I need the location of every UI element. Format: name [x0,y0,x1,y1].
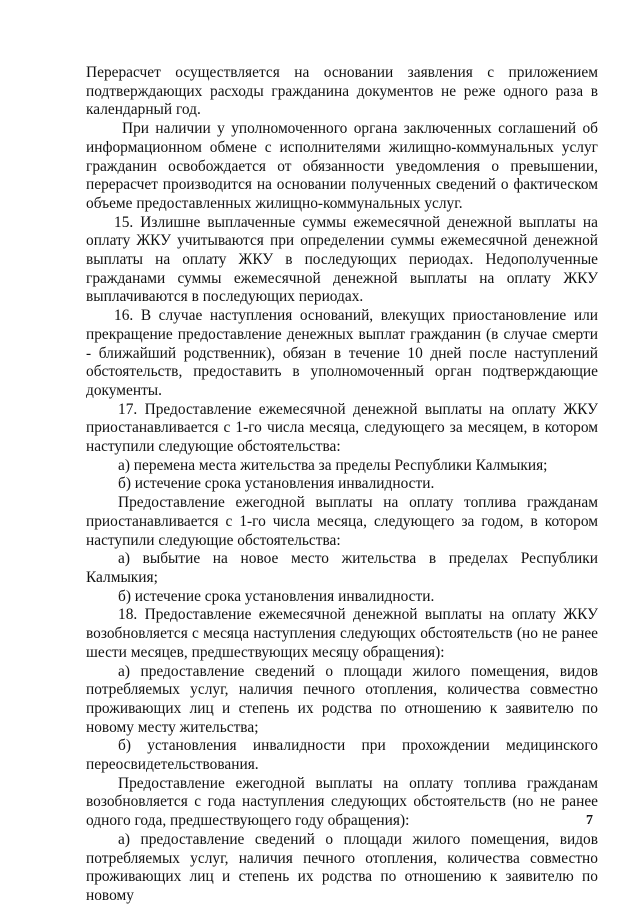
paragraph-recalculation-basis: Перерасчет осуществляется на основании заявления с приложением подтверждающих расходы гражданина документов не реже одного раза в календарный год. [86,64,598,119]
paragraph-fuel-resumption: Предоставление ежегодной выплаты на оплату топлива гражданам возобновляется с года наступления следующих обстоятельств (но не ранее одного года, предшествующего году обращения): [86,774,598,830]
paragraph-fuel-suspension: Предоставление ежегодной выплаты на оплату топлива гражданам приостанавливается с 1-го числа месяца, следующего за годом, в котором наступили следующие обстоятельства: [86,494,598,549]
list-item-18a: а) предоставление сведений о площади жилого помещения, видов потребляемых услуг, наличия печного отопления, количества совместно проживающих лиц и степень их родства по отношению к заявителю по новому месту жительства; [86,662,598,736]
paragraph-info-exchange: При наличии у уполномоченного органа заключенных соглашений об информационном обмене с исполнителями жилищно-коммунальных услуг гражданин освобождается от обязанности уведомления о превышении, перерасчет производится на основании полученных сведений о фактическом объеме предоставленных жилищно-коммунальных услуг. [86,120,598,212]
list-item-17b: б) истечение срока установления инвалидности. [118,475,435,493]
list-item-fuel-b: б) истечение срока установления инвалидности. [118,587,435,605]
list-item-17a: а) перемена места жительства за пределы Республики Калмыкия; [118,456,548,474]
paragraph-17-monthly-suspension: 17. Предоставление ежемесячной денежной выплаты на оплату ЖКУ приостанавливается с 1-го числа месяца, следующего за месяцем, в котором наступили следующие обстоятельства: [86,400,598,456]
paragraph-18-monthly-resumption: 18. Предоставление ежемесячной денежной выплаты на оплату ЖКУ возобновляется с месяца наступления следующих обстоятельств (но не ранее шести месяцев, предшествующих месяцу обращения): [86,606,598,661]
document-body [86,64,598,906]
paragraph-15-overpaid-sums: 15. Излишне выплаченные суммы ежемесячной денежной выплаты на оплату ЖКУ учитываются при определении суммы ежемесячной денежной выплаты на оплату ЖКУ в последующих периодах. Недополученные гражданами суммы ежемесячной денежной выплаты на оплату ЖКУ выплачиваются в последующих периодах. [86,213,598,306]
page-number: 7 [586,813,593,828]
list-item-18b: б) установления инвалидности при прохождении медицинского переосвидетельствования. [86,737,598,774]
paragraph-16-suspension-grounds: 16. В случае наступления оснований, влекущих приостановление или прекращение предоставление денежных выплат гражданин (в случае смерти - ближайший родственник), обязан в течение 10 дней после наступлений обстоятельств, предоставить в уполномоченный орган подтверждающие документы. [86,307,598,399]
list-item-fuel-a: а) выбытие на новое место жительства в пределах Республики Калмыкия; [86,550,598,586]
list-item-fuel-resumption-a: а) предоставление сведений о площади жилого помещения, видов потребляемых услуг, наличия печного отопления, количества совместно проживающих лиц и степень их родства по отношению к заявителю по новому [86,830,598,904]
